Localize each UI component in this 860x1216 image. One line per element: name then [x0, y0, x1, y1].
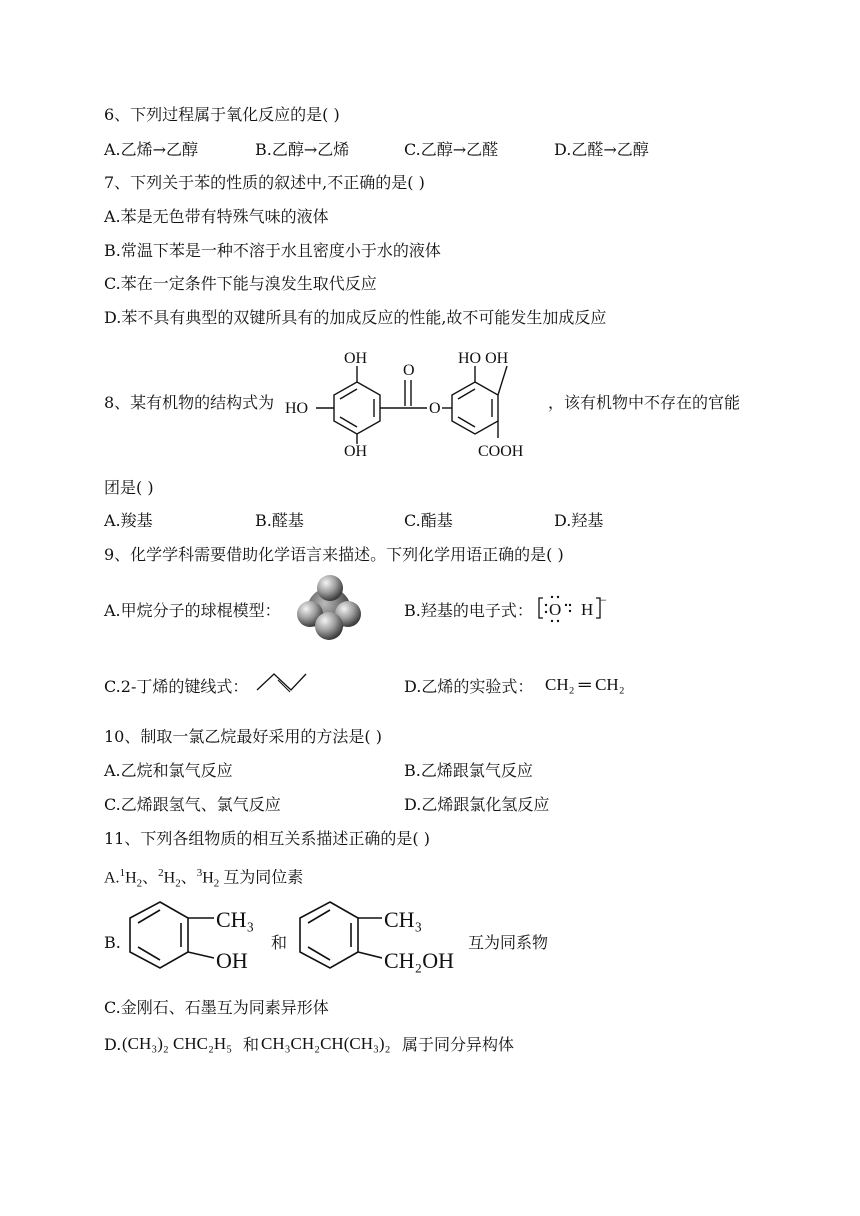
q7-option-d: D.苯不具有典型的双键所具有的加成反应的性能,故不可能发生加成反应 — [104, 308, 607, 327]
q6-stem: 6、下列过程属于氧化反应的是( ) — [104, 105, 340, 124]
q7-stem: 7、下列关于苯的性质的叙述中,不正确的是( ) — [104, 173, 425, 192]
ethylene-formula: CH₂ ═ CH₂ — [545, 675, 625, 694]
q8-stem-after: ，该有机物中不存在的官能 — [548, 393, 741, 412]
q7-option-a: A.苯是无色带有特殊气味的液体 — [104, 207, 329, 226]
q6-option-a: A.乙烯→乙醇 — [104, 140, 199, 159]
q8-label-oh-bottom: OH — [344, 443, 368, 460]
methylbenzyl-alcohol-structure — [288, 896, 468, 980]
hydroxyl-o: O — [549, 600, 562, 619]
q11-d-and: 和 — [243, 1035, 260, 1054]
methane-model-image — [296, 574, 362, 642]
q11-b-and: 和 — [271, 933, 288, 952]
q9-option-d: D.乙烯的实验式： — [404, 677, 534, 696]
o-cresol-structure — [118, 896, 268, 980]
q11-a-prefix: A. — [104, 869, 120, 887]
q10-option-a: A.乙烷和氯气反应 — [104, 761, 233, 780]
q10-option-b: B.乙烯跟氯气反应 — [404, 761, 533, 780]
o-cresol-oh: OH — [216, 948, 248, 973]
q10-option-d: D.乙烯跟氯化氢反应 — [404, 795, 550, 814]
q11-b-tail: 互为同系物 — [468, 933, 549, 952]
o-cresol-ch3: CH₃ — [216, 907, 255, 932]
q7-option-c: C.苯在一定条件下能与溴发生取代反应 — [104, 274, 377, 293]
hydroxyl-electron-formula — [536, 592, 608, 626]
q11-d-prefix: D. — [104, 1035, 122, 1054]
hydroxyl-h: H — [581, 600, 594, 619]
q9-option-a: A.甲烷分子的球棍模型： — [104, 601, 281, 620]
q8-stem-before: 8、某有机物的结构式为 — [104, 393, 275, 412]
q8-option-b: B.醛基 — [255, 511, 304, 530]
q6-option-c: C.乙醇→乙醛 — [404, 140, 499, 159]
q11-stem: 11、下列各组物质的相互关系描述正确的是( ) — [104, 829, 430, 848]
q11-d-formula-1: (CH₃)₂ CHC₂H₅ — [122, 1034, 233, 1053]
q11-d-formula-2: CH₃CH₂CH(CH₃)₂ — [261, 1034, 391, 1053]
q8-option-c: C.酯基 — [404, 511, 453, 530]
q8-option-d: D.羟基 — [554, 511, 604, 530]
q10-stem: 10、制取一氯乙烷最好采用的方法是( ) — [104, 727, 382, 746]
hydroxyl-charge: − — [600, 593, 607, 607]
q8-label-o-carbonyl: O — [403, 362, 415, 379]
q9-option-b: B.羟基的电子式： — [404, 601, 533, 620]
methylbenzyl-ch2oh: CH₂OH — [384, 948, 455, 973]
q10-option-c: C.乙烯跟氢气、氯气反应 — [104, 795, 281, 814]
q8-structure — [284, 344, 550, 460]
q8-label-hooh: HO OH — [458, 350, 509, 367]
q7-option-b: B.常温下苯是一种不溶于水且密度小于水的液体 — [104, 241, 441, 260]
q6-option-b: B.乙醇→乙烯 — [255, 140, 350, 159]
q11-option-c: C.金刚石、石墨互为同素异形体 — [104, 998, 329, 1017]
q9-stem: 9、化学学科需要借助化学语言来描述。下列化学用语正确的是( ) — [104, 545, 564, 564]
q9-option-c: C.2-丁烯的键线式： — [104, 677, 249, 696]
q8-label-o-ester: O — [429, 400, 441, 417]
butene-skeletal-formula — [254, 668, 310, 698]
q8-label-oh-top: OH — [344, 350, 368, 367]
q8-label-cooh: COOH — [478, 443, 524, 460]
q8-label-ho-left: HO — [285, 400, 309, 417]
q11-b-prefix: B. — [104, 933, 121, 952]
q8-option-a: A.羧基 — [104, 511, 153, 530]
methylbenzyl-ch3: CH₃ — [384, 907, 423, 932]
q11-a-tail: 互为同位素 — [223, 869, 304, 887]
q6-option-d: D.乙醛→乙醇 — [554, 140, 649, 159]
q8-stem-cont: 团是( ) — [104, 478, 154, 497]
q11-option-a: $A.^1H_2$、$^2H_2$、$^3H_2$ 互为同位素 — [104, 867, 304, 890]
q11-d-tail: 属于同分异构体 — [402, 1035, 515, 1054]
